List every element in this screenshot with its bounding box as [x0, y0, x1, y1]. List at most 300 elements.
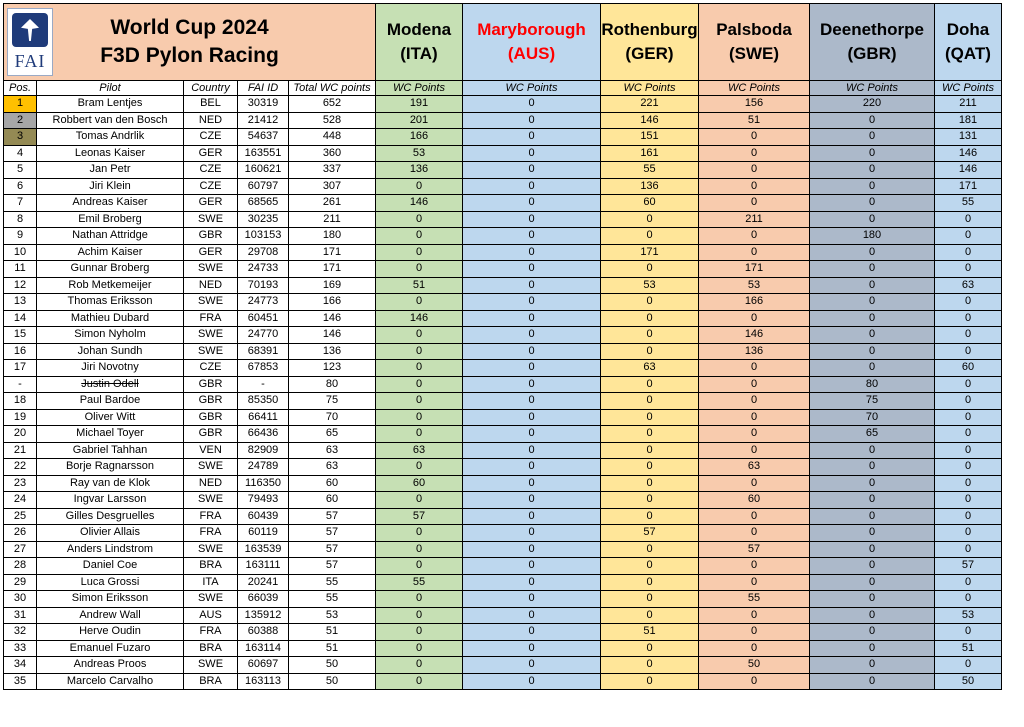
wc-points-cell: 0 [376, 492, 463, 509]
wc-points-cell: 0 [376, 541, 463, 558]
pos-cell: 23 [4, 475, 37, 492]
venue-header-deenethorpe [810, 4, 935, 81]
wc-points-cell: 0 [699, 228, 810, 245]
wc-points-cell: 0 [376, 607, 463, 624]
country-cell: FRA [184, 624, 238, 641]
page-subtitle: F3D Pylon Racing [100, 44, 279, 67]
wc-points-cell: 0 [935, 541, 1002, 558]
total-cell: 57 [289, 525, 376, 542]
total-cell: 171 [289, 261, 376, 278]
country-cell: GBR [184, 228, 238, 245]
table-row [4, 261, 1002, 278]
country-cell: VEN [184, 442, 238, 459]
wc-points-cell: 0 [935, 211, 1002, 228]
wc-points-cell: 0 [699, 426, 810, 443]
wc-points-cell: 0 [601, 261, 699, 278]
wc-points-cell: 211 [935, 96, 1002, 113]
wc-points-cell: 0 [601, 657, 699, 674]
wc-points-cell: 0 [601, 442, 699, 459]
wc-points-cell: 0 [601, 343, 699, 360]
fai-id-cell: 29708 [238, 244, 289, 261]
wc-points-cell: 0 [699, 558, 810, 575]
total-cell: 146 [289, 327, 376, 344]
wc-points-cell: 57 [699, 541, 810, 558]
table-row [4, 195, 1002, 212]
wc-points-cell: 0 [463, 129, 601, 146]
table-row [4, 211, 1002, 228]
fai-id-cell: 60388 [238, 624, 289, 641]
wc-points-cell: 0 [935, 261, 1002, 278]
pos-cell: 18 [4, 393, 37, 410]
total-cell: 169 [289, 277, 376, 294]
wc-points-cell: 0 [935, 442, 1002, 459]
pilot-cell: Andreas Kaiser [37, 195, 184, 212]
country-cell: SWE [184, 657, 238, 674]
total-cell: 51 [289, 624, 376, 641]
wc-points-cell: 0 [463, 96, 601, 113]
pilot-cell: Justin Odell [37, 376, 184, 393]
wc-points-cell: 146 [376, 195, 463, 212]
wc-points-cell: 0 [463, 591, 601, 608]
wc-points-cell: 0 [699, 129, 810, 146]
col-header-pos: Pos. [4, 81, 37, 96]
wc-points-cell: 181 [935, 112, 1002, 129]
fai-id-cell: 24733 [238, 261, 289, 278]
wc-points-cell: 57 [376, 508, 463, 525]
total-cell: 50 [289, 673, 376, 690]
pos-cell: 26 [4, 525, 37, 542]
country-cell: CZE [184, 360, 238, 377]
wc-points-cell: 180 [810, 228, 935, 245]
pilot-cell: Ingvar Larsson [37, 492, 184, 509]
fai-id-cell: 60697 [238, 657, 289, 674]
fai-id-cell: 116350 [238, 475, 289, 492]
pilot-cell: Mathieu Dubard [37, 310, 184, 327]
wc-points-cell: 171 [601, 244, 699, 261]
wc-points-cell: 53 [601, 277, 699, 294]
pilot-cell: Andreas Proos [37, 657, 184, 674]
country-cell: FRA [184, 525, 238, 542]
wc-points-cell: 0 [810, 343, 935, 360]
wc-points-cell: 0 [601, 607, 699, 624]
wc-points-cell: 166 [699, 294, 810, 311]
wc-points-cell: 0 [935, 591, 1002, 608]
wc-points-cell: 211 [699, 211, 810, 228]
venue-header-doha [935, 4, 1002, 81]
wc-points-cell: 0 [935, 376, 1002, 393]
wc-points-cell: 0 [810, 277, 935, 294]
pilot-cell: Rob Metkemeijer [37, 277, 184, 294]
wc-points-cell: 0 [463, 574, 601, 591]
wc-points-cell: 0 [463, 261, 601, 278]
pos-cell: 19 [4, 409, 37, 426]
total-cell: 123 [289, 360, 376, 377]
wc-points-cell: 0 [463, 426, 601, 443]
col-header-total: Total WC points [289, 81, 376, 96]
pos-cell: 8 [4, 211, 37, 228]
total-cell: 146 [289, 310, 376, 327]
country-cell: BRA [184, 640, 238, 657]
table-row [4, 393, 1002, 410]
pos-cell: 31 [4, 607, 37, 624]
country-cell: CZE [184, 178, 238, 195]
wc-points-cell: 60 [376, 475, 463, 492]
fai-id-cell: 66411 [238, 409, 289, 426]
wc-points-cell: 0 [601, 376, 699, 393]
wc-points-cell: 0 [601, 310, 699, 327]
col-header-wc-points: WC Points [699, 81, 810, 96]
fai-id-cell: 24773 [238, 294, 289, 311]
wc-points-cell: 60 [935, 360, 1002, 377]
wc-points-cell: 0 [810, 244, 935, 261]
fai-id-cell: 79493 [238, 492, 289, 509]
wc-points-cell: 0 [376, 244, 463, 261]
table-row [4, 607, 1002, 624]
page-title: World Cup 2024 [110, 16, 269, 39]
venue-country: (SWE) [728, 44, 780, 63]
wc-points-cell: 0 [699, 475, 810, 492]
wc-points-cell: 63 [601, 360, 699, 377]
wc-points-cell: 80 [810, 376, 935, 393]
wc-points-cell: 0 [463, 541, 601, 558]
wc-points-cell: 0 [376, 525, 463, 542]
wc-points-cell: 151 [601, 129, 699, 146]
wc-points-cell: 55 [699, 591, 810, 608]
pos-cell: 13 [4, 294, 37, 311]
fai-id-cell: 163551 [238, 145, 289, 162]
wc-points-cell: 0 [376, 640, 463, 657]
wc-points-cell: 0 [935, 393, 1002, 410]
total-cell: 53 [289, 607, 376, 624]
wc-points-cell: 0 [935, 492, 1002, 509]
venue-name: Palsboda [716, 20, 792, 39]
pos-cell: 2 [4, 112, 37, 129]
total-cell: 307 [289, 178, 376, 195]
pos-cell: 29 [4, 574, 37, 591]
total-cell: 80 [289, 376, 376, 393]
wc-points-cell: 57 [935, 558, 1002, 575]
country-cell: NED [184, 475, 238, 492]
fai-id-cell: 82909 [238, 442, 289, 459]
wc-points-cell: 0 [810, 541, 935, 558]
wc-points-cell: 131 [935, 129, 1002, 146]
wc-points-cell: 0 [601, 541, 699, 558]
pilot-cell: Jan Petr [37, 162, 184, 179]
wc-points-cell: 0 [810, 195, 935, 212]
wc-points-cell: 0 [376, 409, 463, 426]
wc-points-cell: 156 [699, 96, 810, 113]
country-cell: GER [184, 145, 238, 162]
country-cell: FRA [184, 508, 238, 525]
wc-points-cell: 0 [810, 211, 935, 228]
wc-points-cell: 53 [699, 277, 810, 294]
wc-points-cell: 0 [376, 178, 463, 195]
pos-cell: 4 [4, 145, 37, 162]
total-cell: 63 [289, 442, 376, 459]
wc-points-cell: 0 [376, 624, 463, 641]
country-cell: NED [184, 112, 238, 129]
wc-points-cell: 146 [699, 327, 810, 344]
wc-points-cell: 51 [699, 112, 810, 129]
pilot-cell: Jiri Klein [37, 178, 184, 195]
pos-cell: 22 [4, 459, 37, 476]
total-cell: 75 [289, 393, 376, 410]
fai-id-cell: 60439 [238, 508, 289, 525]
logo-text: FAI [14, 51, 46, 71]
wc-points-cell: 0 [601, 492, 699, 509]
fai-id-cell: 24789 [238, 459, 289, 476]
col-header-country: Country [184, 81, 238, 96]
wc-points-cell: 0 [463, 492, 601, 509]
total-cell: 180 [289, 228, 376, 245]
wc-points-cell: 0 [810, 261, 935, 278]
country-cell: SWE [184, 261, 238, 278]
wc-points-cell: 0 [376, 426, 463, 443]
table-row [4, 129, 1002, 146]
wc-points-cell: 55 [935, 195, 1002, 212]
wc-points-cell: 0 [935, 294, 1002, 311]
table-row [4, 343, 1002, 360]
table-row [4, 624, 1002, 641]
pos-cell: 9 [4, 228, 37, 245]
wc-points-cell: 0 [699, 145, 810, 162]
table-row [4, 426, 1002, 443]
table-row [4, 640, 1002, 657]
wc-points-cell: 0 [699, 178, 810, 195]
wc-points-cell: 0 [699, 393, 810, 410]
pilot-cell: Simon Nyholm [37, 327, 184, 344]
wc-points-cell: 63 [935, 277, 1002, 294]
wc-points-cell: 171 [935, 178, 1002, 195]
wc-points-cell: 146 [935, 162, 1002, 179]
wc-points-cell: 0 [463, 310, 601, 327]
wc-points-cell: 0 [699, 624, 810, 641]
wc-points-cell: 65 [810, 426, 935, 443]
table-row [4, 327, 1002, 344]
fai-id-cell: 160621 [238, 162, 289, 179]
table-row [4, 558, 1002, 575]
pos-cell: 32 [4, 624, 37, 641]
wc-points-cell: 0 [699, 673, 810, 690]
venue-country: (ITA) [400, 44, 438, 63]
wc-points-cell: 220 [810, 96, 935, 113]
wc-points-cell: 0 [699, 244, 810, 261]
total-cell: 261 [289, 195, 376, 212]
wc-points-cell: 0 [810, 294, 935, 311]
wc-points-cell: 0 [810, 574, 935, 591]
total-cell: 166 [289, 294, 376, 311]
wc-points-cell: 0 [810, 508, 935, 525]
pos-cell: 7 [4, 195, 37, 212]
wc-points-cell: 0 [463, 376, 601, 393]
wc-points-cell: 0 [810, 640, 935, 657]
total-cell: 337 [289, 162, 376, 179]
pos-cell: 28 [4, 558, 37, 575]
venue-name: Maryborough [477, 20, 586, 39]
table-row [4, 178, 1002, 195]
wc-points-cell: 0 [376, 459, 463, 476]
table-row [4, 360, 1002, 377]
standings-body [4, 96, 1002, 690]
wc-points-cell: 0 [463, 228, 601, 245]
wc-points-cell: 0 [601, 558, 699, 575]
venue-name: Rothenburg [601, 20, 698, 39]
fai-id-cell: - [238, 376, 289, 393]
wc-points-cell: 0 [463, 409, 601, 426]
country-cell: NED [184, 277, 238, 294]
standings-table [3, 3, 1002, 690]
pos-cell: 12 [4, 277, 37, 294]
wc-points-cell: 221 [601, 96, 699, 113]
country-cell: GBR [184, 376, 238, 393]
wc-points-cell: 57 [601, 525, 699, 542]
wc-points-cell: 0 [935, 343, 1002, 360]
fai-id-cell: 60797 [238, 178, 289, 195]
pilot-cell: Achim Kaiser [37, 244, 184, 261]
fai-id-cell: 135912 [238, 607, 289, 624]
fai-id-cell: 54637 [238, 129, 289, 146]
wc-points-cell: 0 [601, 409, 699, 426]
pilot-cell: Herve Oudin [37, 624, 184, 641]
wc-points-cell: 70 [810, 409, 935, 426]
wc-points-cell: 0 [463, 195, 601, 212]
header-row [4, 4, 1002, 81]
wc-points-cell: 0 [935, 310, 1002, 327]
wc-points-cell: 0 [463, 525, 601, 542]
wc-points-cell: 0 [810, 673, 935, 690]
venue-name: Modena [386, 20, 452, 39]
venue-name: Doha [946, 20, 990, 39]
col-header-wc-points: WC Points [463, 81, 601, 96]
pilot-cell: Johan Sundh [37, 343, 184, 360]
total-cell: 70 [289, 409, 376, 426]
wc-points-cell: 0 [601, 228, 699, 245]
wc-points-cell: 0 [810, 442, 935, 459]
wc-points-cell: 0 [463, 327, 601, 344]
country-cell: GBR [184, 409, 238, 426]
wc-points-cell: 0 [699, 310, 810, 327]
wc-points-cell: 0 [376, 211, 463, 228]
wc-points-cell: 0 [810, 591, 935, 608]
wc-points-cell: 0 [376, 261, 463, 278]
venue-country: (QAT) [945, 44, 991, 63]
table-row [4, 475, 1002, 492]
pos-cell: 6 [4, 178, 37, 195]
wc-points-cell: 0 [463, 442, 601, 459]
wc-points-cell: 0 [376, 360, 463, 377]
table-row [4, 145, 1002, 162]
wc-points-cell: 191 [376, 96, 463, 113]
fai-id-cell: 60119 [238, 525, 289, 542]
total-cell: 51 [289, 640, 376, 657]
wc-points-cell: 0 [935, 574, 1002, 591]
country-cell: GBR [184, 393, 238, 410]
country-cell: GER [184, 244, 238, 261]
pilot-cell: Nathan Attridge [37, 228, 184, 245]
wc-points-cell: 0 [935, 459, 1002, 476]
wc-points-cell: 0 [810, 178, 935, 195]
wc-points-cell: 0 [463, 657, 601, 674]
table-row [4, 673, 1002, 690]
wc-points-cell: 55 [376, 574, 463, 591]
wc-points-cell: 0 [810, 607, 935, 624]
wc-points-cell: 50 [935, 673, 1002, 690]
fai-id-cell: 20241 [238, 574, 289, 591]
country-cell: SWE [184, 459, 238, 476]
total-cell: 63 [289, 459, 376, 476]
pilot-cell: Olivier Allais [37, 525, 184, 542]
wc-points-cell: 0 [810, 310, 935, 327]
wc-points-cell: 0 [463, 459, 601, 476]
wc-points-cell: 0 [935, 508, 1002, 525]
pilot-cell: Marcelo Carvalho [37, 673, 184, 690]
wc-points-cell: 0 [810, 657, 935, 674]
wc-points-cell: 0 [376, 376, 463, 393]
col-header-fai-id: FAI ID [238, 81, 289, 96]
wc-points-cell: 55 [601, 162, 699, 179]
table-row [4, 244, 1002, 261]
total-cell: 57 [289, 508, 376, 525]
country-cell: ITA [184, 574, 238, 591]
venue-header-maryborough [463, 4, 601, 81]
wc-points-cell: 0 [463, 343, 601, 360]
total-cell: 211 [289, 211, 376, 228]
wc-points-cell: 0 [376, 558, 463, 575]
table-row [4, 508, 1002, 525]
wc-points-cell: 0 [601, 673, 699, 690]
wc-points-cell: 0 [376, 327, 463, 344]
wc-points-cell: 0 [935, 426, 1002, 443]
fai-id-cell: 103153 [238, 228, 289, 245]
wc-points-cell: 0 [935, 244, 1002, 261]
wc-points-cell: 166 [376, 129, 463, 146]
table-row [4, 657, 1002, 674]
wc-points-cell: 0 [810, 459, 935, 476]
wc-points-cell: 0 [810, 558, 935, 575]
total-cell: 50 [289, 657, 376, 674]
wc-points-cell: 75 [810, 393, 935, 410]
total-cell: 652 [289, 96, 376, 113]
wc-points-cell: 0 [699, 360, 810, 377]
venue-country: (GER) [625, 44, 674, 63]
pos-cell: 30 [4, 591, 37, 608]
country-cell: SWE [184, 591, 238, 608]
wc-points-cell: 0 [601, 294, 699, 311]
col-header-pilot: Pilot [37, 81, 184, 96]
wc-points-cell: 0 [463, 673, 601, 690]
pilot-cell: Borje Ragnarsson [37, 459, 184, 476]
wc-points-cell: 0 [810, 492, 935, 509]
wc-points-cell: 0 [810, 360, 935, 377]
pos-cell: 24 [4, 492, 37, 509]
wc-points-cell: 0 [376, 294, 463, 311]
total-cell: 60 [289, 475, 376, 492]
pos-cell: 17 [4, 360, 37, 377]
wc-points-cell: 0 [463, 112, 601, 129]
wc-points-cell: 136 [376, 162, 463, 179]
pos-cell: 5 [4, 162, 37, 179]
wc-points-cell: 0 [601, 459, 699, 476]
total-cell: 55 [289, 574, 376, 591]
wc-points-cell: 171 [699, 261, 810, 278]
country-cell: SWE [184, 541, 238, 558]
wc-points-cell: 60 [699, 492, 810, 509]
wc-points-cell: 0 [810, 327, 935, 344]
pilot-cell: Gilles Desgruelles [37, 508, 184, 525]
total-cell: 65 [289, 426, 376, 443]
wc-points-cell: 136 [601, 178, 699, 195]
fai-id-cell: 30235 [238, 211, 289, 228]
